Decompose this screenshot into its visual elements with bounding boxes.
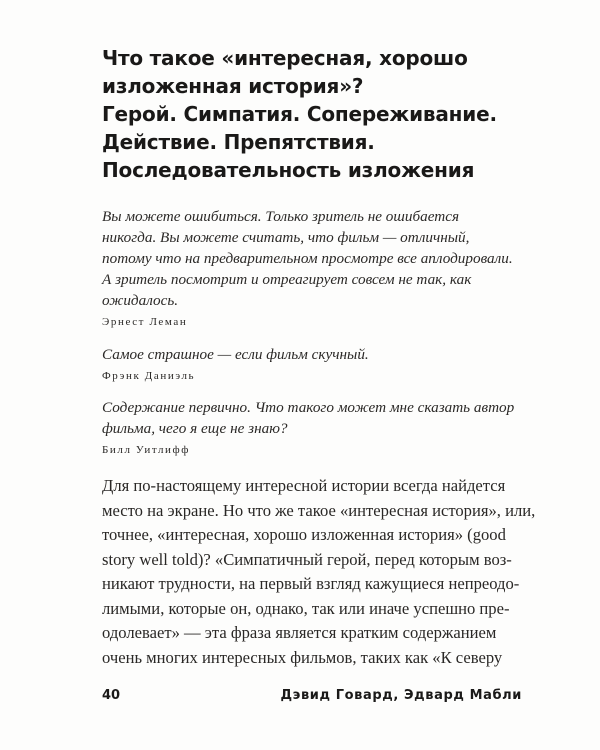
body-line: точнее, «интересная, хорошо изложенная история» (good [102,525,506,544]
epigraph-line: ожидалось. [102,292,179,309]
heading-line: Действие. Препятствия. [102,130,375,154]
body-paragraph [102,474,536,670]
epigraph-line: А зритель посмотрит и отреагирует совсем не так, как [102,271,472,288]
epigraph-line: Вы можете ошибиться. Только зритель не ошибается [102,208,460,225]
body-line: никают трудности, на первый взгляд кажущиеся непреодо- [102,574,520,593]
epigraph-line: фильма, чего я еще не знаю? [102,420,288,437]
epigraph-author: Эрнест Леман [102,316,188,328]
epigraph-line: Самое страшное — если фильм скучный. [102,346,369,363]
epigraph-line: Содержание первично. Что такого может мне сказать автор [102,399,515,416]
epigraph-2 [102,344,522,384]
heading-line: Герой. Симпатия. Сопереживание. [102,102,497,126]
body-line: очень многих интересных фильмов, таких как «К северу [102,647,503,667]
chapter-heading [102,44,522,184]
epigraph-1 [102,206,522,330]
running-footer-authors: Дэвид Говард, Эдвард Мабли [280,688,522,703]
body-line: Для по-настоящему интересной истории всегда найдется [102,476,506,495]
body-line: лимыми, которые он, однако, так или иначе успешно пре- [102,598,510,618]
epigraph-3 [102,397,522,458]
body-line: одолевает» — эта фраза является кратким содержанием [102,623,497,642]
heading-line: Последовательность изложения [102,158,475,182]
body-line: story well told)? «Симпатичный герой, перед которым воз- [102,549,512,569]
page-number: 40 [102,688,121,703]
heading-line: Что такое «интересная, хорошо [102,46,468,70]
epigraph-author: Фрэнк Даниэль [102,370,196,382]
body-line: место на экране. Но что же такое «интересная история», или, [102,500,536,520]
epigraph-line: потому что на предварительном просмотре все аплодировали. [102,250,513,267]
heading-line: изложенная история»? [102,74,364,98]
epigraph-line: никогда. Вы можете считать, что фильм — отличный, [102,229,470,246]
epigraph-author: Билл Уитлифф [102,444,190,456]
